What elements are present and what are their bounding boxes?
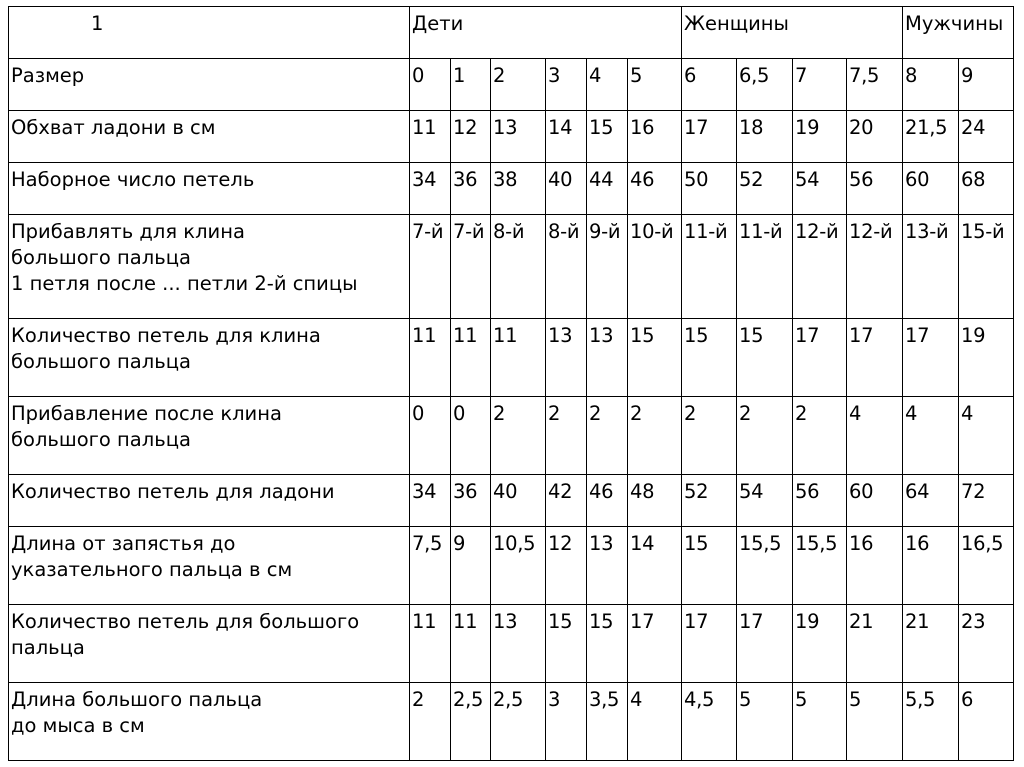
table-cell: 54: [793, 163, 847, 215]
table-row: [9, 605, 1014, 683]
table-cell: 46: [587, 475, 628, 527]
table-row: [9, 111, 1014, 163]
table-cell: 40: [546, 163, 587, 215]
header-first-cell: 1: [9, 7, 410, 59]
table-cell: 6: [959, 683, 1014, 761]
table-cell: 11: [451, 319, 491, 397]
row-label-line: Длина от запястья до: [11, 532, 236, 555]
table-cell: 11: [410, 319, 451, 397]
row-label-line: Количество петель для клина: [11, 324, 321, 347]
row-label-line: большого пальца: [11, 246, 191, 269]
row-label-line: пальца: [11, 636, 85, 659]
header-group-women: Женщины: [682, 7, 903, 59]
table-cell: 17: [847, 319, 903, 397]
table-cell: 0: [410, 59, 451, 111]
table-row: [9, 163, 1014, 215]
row-label: [9, 683, 410, 761]
table-cell: 7: [793, 59, 847, 111]
row-label: [9, 475, 410, 527]
table-row: [9, 319, 1014, 397]
row-label-line: 1 петля после ... петли 2-й спицы: [11, 272, 358, 295]
table-cell: 16: [903, 527, 959, 605]
row-label-line: Прибавление после клина: [11, 402, 282, 425]
table-cell: 14: [546, 111, 587, 163]
table-cell: 12-й: [847, 215, 903, 319]
table-cell: 34: [410, 163, 451, 215]
table-cell: 10,5: [491, 527, 546, 605]
table-row: [9, 475, 1014, 527]
table-cell: 60: [903, 163, 959, 215]
table-cell: 2: [546, 397, 587, 475]
row-label: [9, 59, 410, 111]
table-cell: 8-й: [491, 215, 546, 319]
table-cell: 21,5: [903, 111, 959, 163]
row-label-line: Прибавлять для клина: [11, 220, 245, 243]
row-label-line: большого пальца: [11, 350, 191, 373]
table-cell: 11: [491, 319, 546, 397]
table-header-row: [9, 7, 1014, 59]
table-cell: 3: [546, 59, 587, 111]
table-cell: 7-й: [451, 215, 491, 319]
table-cell: 44: [587, 163, 628, 215]
table-cell: 68: [959, 163, 1014, 215]
table-cell: 0: [410, 397, 451, 475]
table-cell: 52: [682, 475, 737, 527]
header-group-children: Дети: [410, 7, 682, 59]
table-cell: 2: [737, 397, 793, 475]
table-cell: 19: [959, 319, 1014, 397]
table-cell: 12: [546, 527, 587, 605]
table-cell: 34: [410, 475, 451, 527]
table-cell: 0: [451, 397, 491, 475]
table-cell: 14: [628, 527, 682, 605]
table-cell: 38: [491, 163, 546, 215]
table-cell: 11: [451, 605, 491, 683]
row-label-line: Наборное число петель: [11, 168, 255, 191]
table-cell: 52: [737, 163, 793, 215]
table-cell: 36: [451, 475, 491, 527]
table-cell: 2,5: [491, 683, 546, 761]
table-cell: 15: [682, 527, 737, 605]
table-cell: 4,5: [682, 683, 737, 761]
row-label: [9, 605, 410, 683]
table-cell: 46: [628, 163, 682, 215]
row-label: [9, 111, 410, 163]
table-cell: 2,5: [451, 683, 491, 761]
table-cell: 7-й: [410, 215, 451, 319]
table-cell: 5: [737, 683, 793, 761]
table-cell: 15-й: [959, 215, 1014, 319]
table-cell: 3: [546, 683, 587, 761]
table-cell: 11-й: [682, 215, 737, 319]
table-cell: 50: [682, 163, 737, 215]
table-cell: 19: [793, 111, 847, 163]
table-cell: 13-й: [903, 215, 959, 319]
table-cell: 10-й: [628, 215, 682, 319]
table-cell: 2: [410, 683, 451, 761]
table-cell: 9: [451, 527, 491, 605]
table-cell: 20: [847, 111, 903, 163]
table-row: [9, 683, 1014, 761]
table-row: [9, 59, 1014, 111]
table-cell: 19: [793, 605, 847, 683]
table-cell: 13: [491, 111, 546, 163]
table-cell: 17: [682, 111, 737, 163]
table-cell: 21: [903, 605, 959, 683]
table-cell: 16: [628, 111, 682, 163]
table-cell: 23: [959, 605, 1014, 683]
row-label: [9, 527, 410, 605]
table-cell: 15: [587, 111, 628, 163]
table-cell: 11: [410, 605, 451, 683]
table-cell: 56: [847, 163, 903, 215]
table-cell: 4: [959, 397, 1014, 475]
table-cell: 17: [682, 605, 737, 683]
row-label-line: Количество петель для большого: [11, 610, 360, 633]
table-cell: 2: [491, 397, 546, 475]
row-label-line: Длина большого пальца: [11, 688, 263, 711]
table-cell: 5: [793, 683, 847, 761]
header-group-men: Мужчины: [903, 7, 1014, 59]
table-cell: 4: [847, 397, 903, 475]
table-cell: 1: [451, 59, 491, 111]
table-cell: 40: [491, 475, 546, 527]
table-cell: 2: [682, 397, 737, 475]
table-cell: 13: [587, 527, 628, 605]
table-cell: 2: [793, 397, 847, 475]
table-cell: 8-й: [546, 215, 587, 319]
table-cell: 6,5: [737, 59, 793, 111]
row-label: [9, 215, 410, 319]
table-cell: 13: [546, 319, 587, 397]
table-cell: 11: [410, 111, 451, 163]
row-label: [9, 397, 410, 475]
table-cell: 9: [959, 59, 1014, 111]
table-cell: 6: [682, 59, 737, 111]
table-cell: 36: [451, 163, 491, 215]
table-cell: 2: [587, 397, 628, 475]
table-cell: 2: [491, 59, 546, 111]
table-cell: 42: [546, 475, 587, 527]
table-cell: 7,5: [847, 59, 903, 111]
table-cell: 4: [628, 683, 682, 761]
table-cell: 64: [903, 475, 959, 527]
table-cell: 15: [682, 319, 737, 397]
row-label: [9, 319, 410, 397]
table-cell: 11-й: [737, 215, 793, 319]
table-cell: 4: [587, 59, 628, 111]
table-cell: 16,5: [959, 527, 1014, 605]
table-cell: 16: [847, 527, 903, 605]
table-cell: 3,5: [587, 683, 628, 761]
table-cell: 8: [903, 59, 959, 111]
table-row: [9, 527, 1014, 605]
table-cell: 72: [959, 475, 1014, 527]
table-cell: 13: [587, 319, 628, 397]
table-cell: 60: [847, 475, 903, 527]
row-label-line: до мыса в см: [11, 714, 145, 737]
table-cell: 17: [737, 605, 793, 683]
table-row: [9, 215, 1014, 319]
table-cell: 18: [737, 111, 793, 163]
table-row: [9, 397, 1014, 475]
row-label-line: указательного пальца в см: [11, 558, 293, 581]
table-cell: 15,5: [737, 527, 793, 605]
row-label-line: большого пальца: [11, 428, 191, 451]
row-label-line: Размер: [11, 64, 85, 87]
table-cell: 9-й: [587, 215, 628, 319]
table-cell: 12: [451, 111, 491, 163]
table-cell: 15: [546, 605, 587, 683]
table-cell: 7,5: [410, 527, 451, 605]
table-cell: 5: [628, 59, 682, 111]
row-label: [9, 163, 410, 215]
mitten-size-table: [8, 6, 1014, 761]
table-cell: 17: [628, 605, 682, 683]
table-cell: 17: [903, 319, 959, 397]
row-label-line: Количество петель для ладони: [11, 480, 335, 503]
table-cell: 5: [847, 683, 903, 761]
table-cell: 24: [959, 111, 1014, 163]
table-cell: 48: [628, 475, 682, 527]
table-cell: 54: [737, 475, 793, 527]
table-cell: 12-й: [793, 215, 847, 319]
table-cell: 56: [793, 475, 847, 527]
table-cell: 15: [628, 319, 682, 397]
table-cell: 13: [491, 605, 546, 683]
table-cell: 15: [737, 319, 793, 397]
table-cell: 15: [587, 605, 628, 683]
table-cell: 17: [793, 319, 847, 397]
table-cell: 21: [847, 605, 903, 683]
table-cell: 4: [903, 397, 959, 475]
table-cell: 15,5: [793, 527, 847, 605]
table-cell: 5,5: [903, 683, 959, 761]
table-cell: 2: [628, 397, 682, 475]
row-label-line: Обхват ладони в см: [11, 116, 216, 139]
